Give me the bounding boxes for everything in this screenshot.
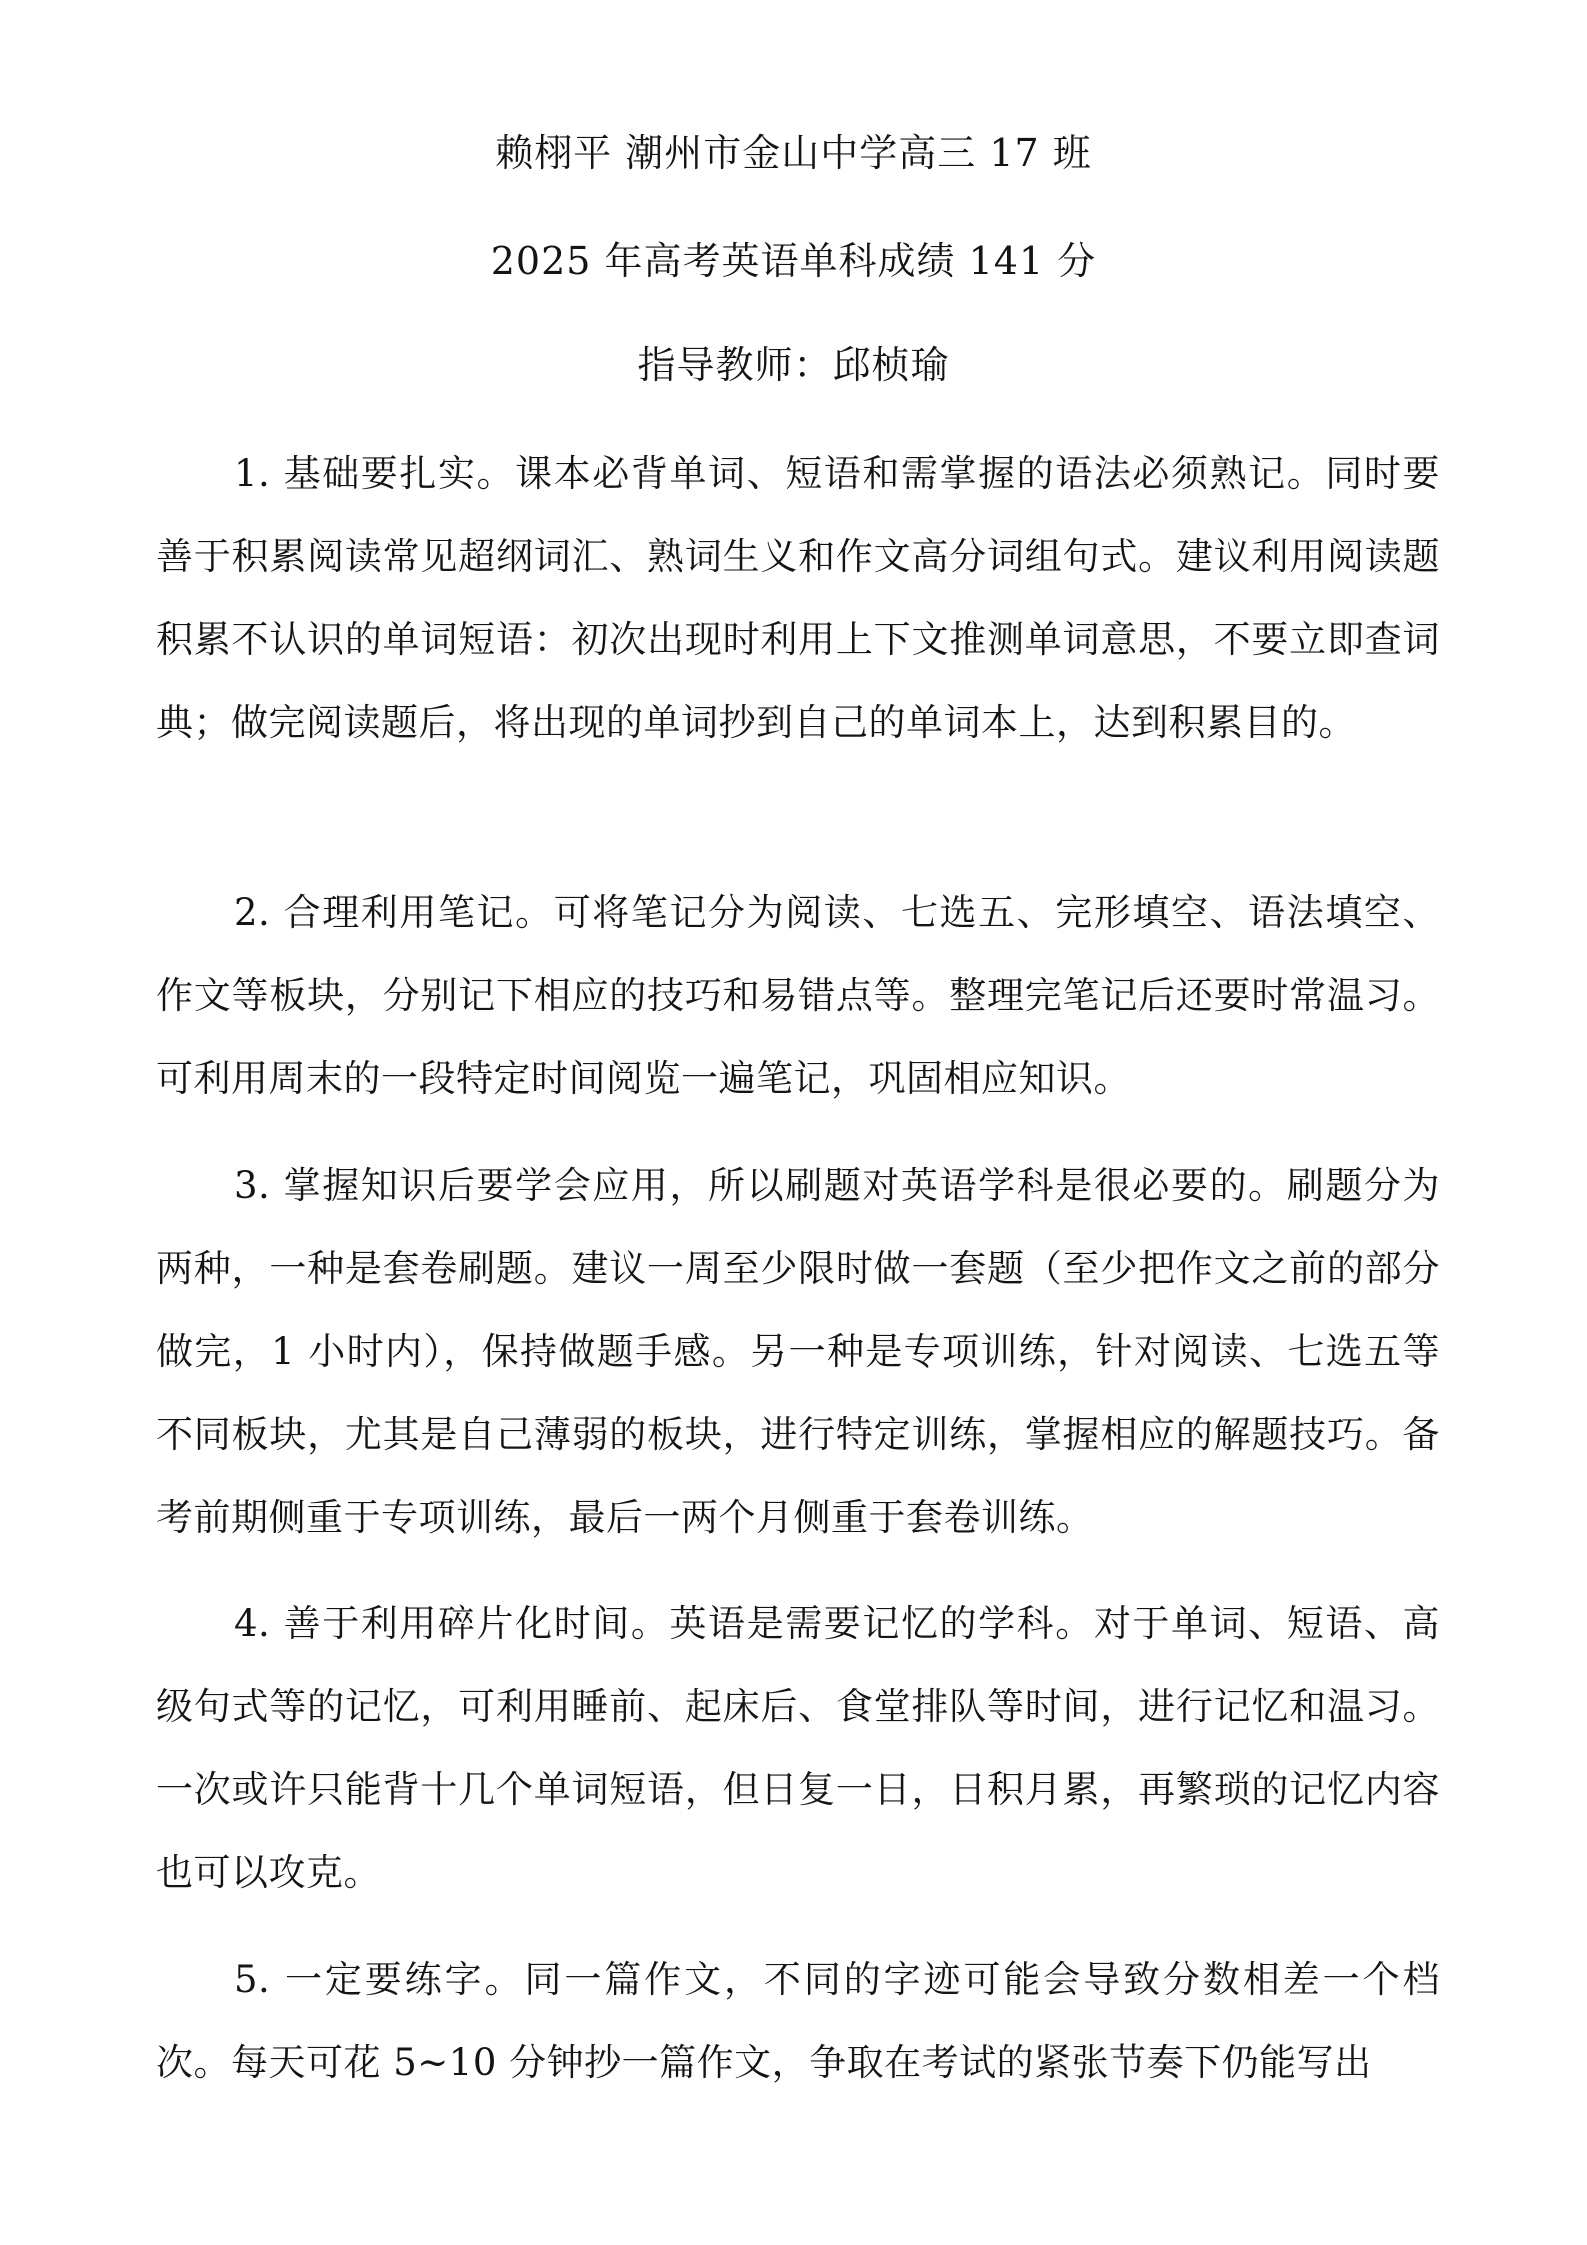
tip-paragraph-4: 4. 善于利用碎片化时间。英语是需要记忆的学科。对于单词、短语、高级句式等的记忆，可利用睡前、起床后、食堂排队等时间，进行记忆和温习。一次或许只能背十几个单词短语，但日复一日，日积月累，再繁琐的记忆内容也可以攻克。 — [156, 1602, 1440, 1894]
tip-paragraph-5: 5. 一定要练字。同一篇作文，不同的字迹可能会导致分数相差一个档次。每天可花 5~10 分钟抄一篇作文，争取在考试的紧张节奏下仍能写出 — [156, 1958, 1440, 2084]
tip-paragraph-3: 3. 掌握知识后要学会应用，所以刷题对英语学科是很必要的。刷题分为两种，一种是套卷刷题。建议一周至少限时做一套题（至少把作文之前的部分做完，1 小时内），保持做题手感。另一种是专项训练，针对阅读、七选五等不同板块，尤其是自己薄弱的板块，进行特定训练，掌握相应的解题技巧。备考前期侧重于专项训练，最后一两个月侧重于套卷训练。 — [156, 1164, 1440, 1539]
score-heading: 2025 年高考英语单科成绩 141 分 — [490, 239, 1097, 283]
tip-paragraph-2: 2. 合理利用笔记。可将笔记分为阅读、七选五、完形填空、语法填空、作文等板块，分别记下相应的技巧和易错点等。整理完笔记后还要时常温习。可利用周末的一段特定时间阅览一遍笔记，巩固相应知识。 — [156, 891, 1440, 1100]
teacher-heading: 指导教师：邱桢瑜 — [637, 343, 950, 387]
tip-paragraph-1: 1. 基础要扎实。课本必背单词、短语和需掌握的语法必须熟记。同时要善于积累阅读常见超纲词汇、熟词生义和作文高分词组句式。建议利用阅读题积累不认识的单词短语：初次出现时利用上下文推测单词意思，不要立即查词典；做完阅读题后，将出现的单词抄到自己的单词本上，达到积累目的。 — [156, 452, 1440, 744]
student-info-heading: 赖栩平 潮州市金山中学高三 17 班 — [495, 131, 1092, 175]
